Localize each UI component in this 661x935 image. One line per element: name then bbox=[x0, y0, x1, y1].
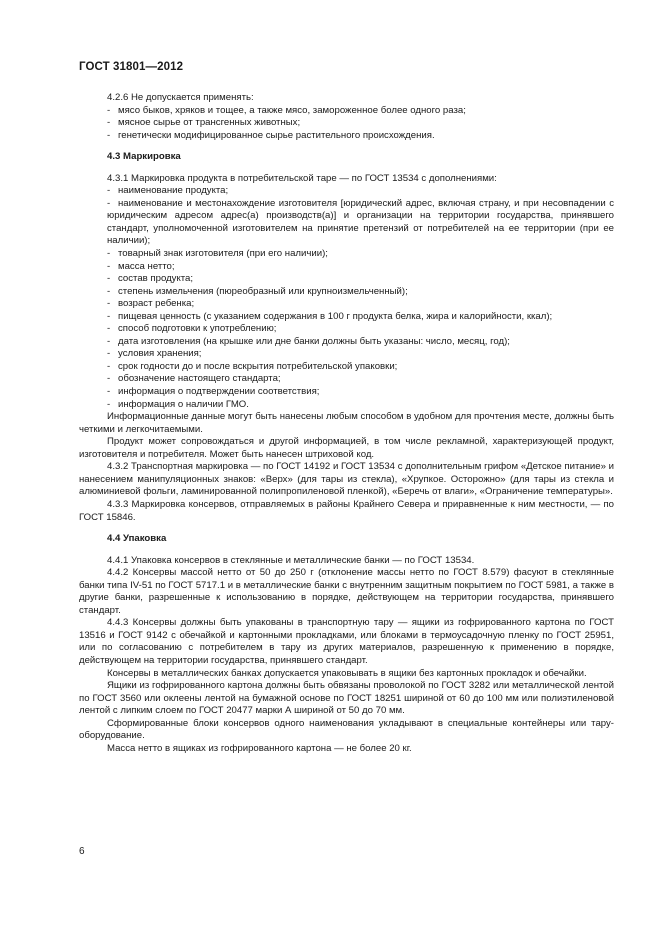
page-number: 6 bbox=[79, 846, 85, 857]
list-item: - мясо быков, хряков и тощее, а также мясо, замороженное более одного раза; bbox=[107, 104, 466, 116]
list-item: - возраст ребенка; bbox=[107, 298, 195, 310]
paragraph-blocks: Сформированные блоки консервов одного наименования укладывают в специальные контейнеры или тару-оборудование. bbox=[79, 717, 614, 742]
paragraph-box-strapping: Ящики из гофрированного картона должны быть обвязаны проволокой по ГОСТ 3282 или металлической лентой по ГОСТ 3560 или оклеены лентой на бумажной основе по ГОСТ 18251 шириной от 60 до 100 мм или полиэтиленовой лентой с липким слоем по ГОСТ 20477 марки А шириной от 50 до 70 мм. bbox=[79, 680, 614, 717]
list-item-manufacturer: - наименование и местонахождение изготовителя [юридический адрес, включая страну, и при несовпадении с юридическим адресом адрес(а) производств(а)] и организации на территории государства, принявшего стандарт, уполномоченной изготовителем на принятие претензий от потребителей на ее территории (при ее наличии); bbox=[107, 197, 614, 247]
list-item: - мясное сырье от трансгенных животных; bbox=[107, 117, 301, 129]
paragraph-net-mass: Масса нетто в ящиках из гофрированного картона — не более 20 кг. bbox=[107, 742, 412, 754]
clause-4-3-3: 4.3.3 Маркировка консервов, отправляемых в районы Крайнего Севера и приравненные к ним местности, — по ГОСТ 15846. bbox=[79, 498, 614, 523]
paragraph-metal-cans: Консервы в металлических банках допускается упаковывать в ящики без картонных прокладок и обечайки. bbox=[107, 667, 587, 679]
list-item: - информация о подтверждении соответствия; bbox=[107, 386, 320, 398]
clause-4-3-1-intro: 4.3.1 Маркировка продукта в потребительской таре — по ГОСТ 13534 с дополнениями: bbox=[107, 172, 497, 184]
list-item: - пищевая ценность (с указанием содержания в 100 г продукта белка, жира и калорийности, ккал); bbox=[107, 310, 553, 322]
document-body bbox=[79, 92, 614, 755]
list-item: - информация о наличии ГМО. bbox=[107, 398, 249, 410]
clause-4-4-2: 4.4.2 Консервы массой нетто от 50 до 250 г (отклонение массы нетто по ГОСТ 8.579) фасуют в стеклянные банки типа IV-51 по ГОСТ 5717.1 и в металлические банки с внутренним защитным покрытием по ГОСТ 5981, а также в другие банки, разрешенные к использованию в порядке, действующем на территории государства, принявшего стандарт. bbox=[79, 567, 614, 616]
paragraph-additional-info: Продукт может сопровождаться и другой информацией, в том числе рекламной, характеризующей продукт, изготовителя и потребителя. Может быть нанесен штриховой код. bbox=[79, 436, 614, 460]
clause-4-4-1: 4.4.1 Упаковка консервов в стеклянные и металлические банки — по ГОСТ 13534. bbox=[107, 554, 475, 566]
list-item: - генетически модифицированное сырье растительного происхождения. bbox=[107, 129, 435, 141]
clause-4-2-6-intro: 4.2.6 Не допускается применять: bbox=[107, 92, 254, 103]
list-item: - состав продукта; bbox=[107, 273, 194, 285]
list-item: - степень измельчения (пюреобразный или крупноизмельченный); bbox=[107, 285, 408, 297]
list-item: - масса нетто; bbox=[107, 260, 175, 272]
list-item: - срок годности до и после вскрытия потребительской упаковки; bbox=[107, 360, 398, 372]
standard-header: ГОСТ 31801—2012 bbox=[79, 61, 184, 73]
list-item: - дата изготовления (на крышке или дне банки должны быть указаны: число, месяц, год); bbox=[107, 335, 510, 347]
list-item: - условия хранения; bbox=[107, 348, 202, 360]
list-item: - наименование продукта; bbox=[107, 185, 229, 197]
list-item: - товарный знак изготовителя (при его наличии); bbox=[107, 248, 328, 260]
list-item: - способ подготовки к употреблению; bbox=[107, 323, 277, 335]
section-title-marking: 4.3 Маркировка bbox=[107, 151, 181, 163]
clause-4-3-2: 4.3.2 Транспортная маркировка — по ГОСТ 14192 и ГОСТ 13534 с дополнительным грифом «Детское питание» и нанесением манипуляционных знаков: «Верх» (для тары из стекла), «Хрупкое. Осторожно» (для тары из стекла и алюминиевой фольги, ламинированной полипропиленовой пленкой), «Беречь от влаги», «Ограничение температуры». bbox=[79, 461, 614, 498]
paragraph-info-data: Информационные данные могут быть нанесены любым способом в удобном для прочтения месте, должны быть четкими и легкочитаемыми. bbox=[79, 411, 614, 435]
section-title-packaging: 4.4 Упаковка bbox=[107, 533, 167, 545]
list-item: - обозначение настоящего стандарта; bbox=[107, 373, 281, 385]
clause-4-4-3: 4.4.3 Консервы должны быть упакованы в транспортную тару — ящики из гофрированного картона по ГОСТ 13516 и ГОСТ 9142 с обечайкой и картонными прокладками, или блоками в термоусадочную пленку по ГОСТ 25951, или по согласованию с потребителем в тару из других материалов, разрешенную к применению в порядке, действующем на территории государства, принявшего стандарт. bbox=[79, 617, 614, 666]
